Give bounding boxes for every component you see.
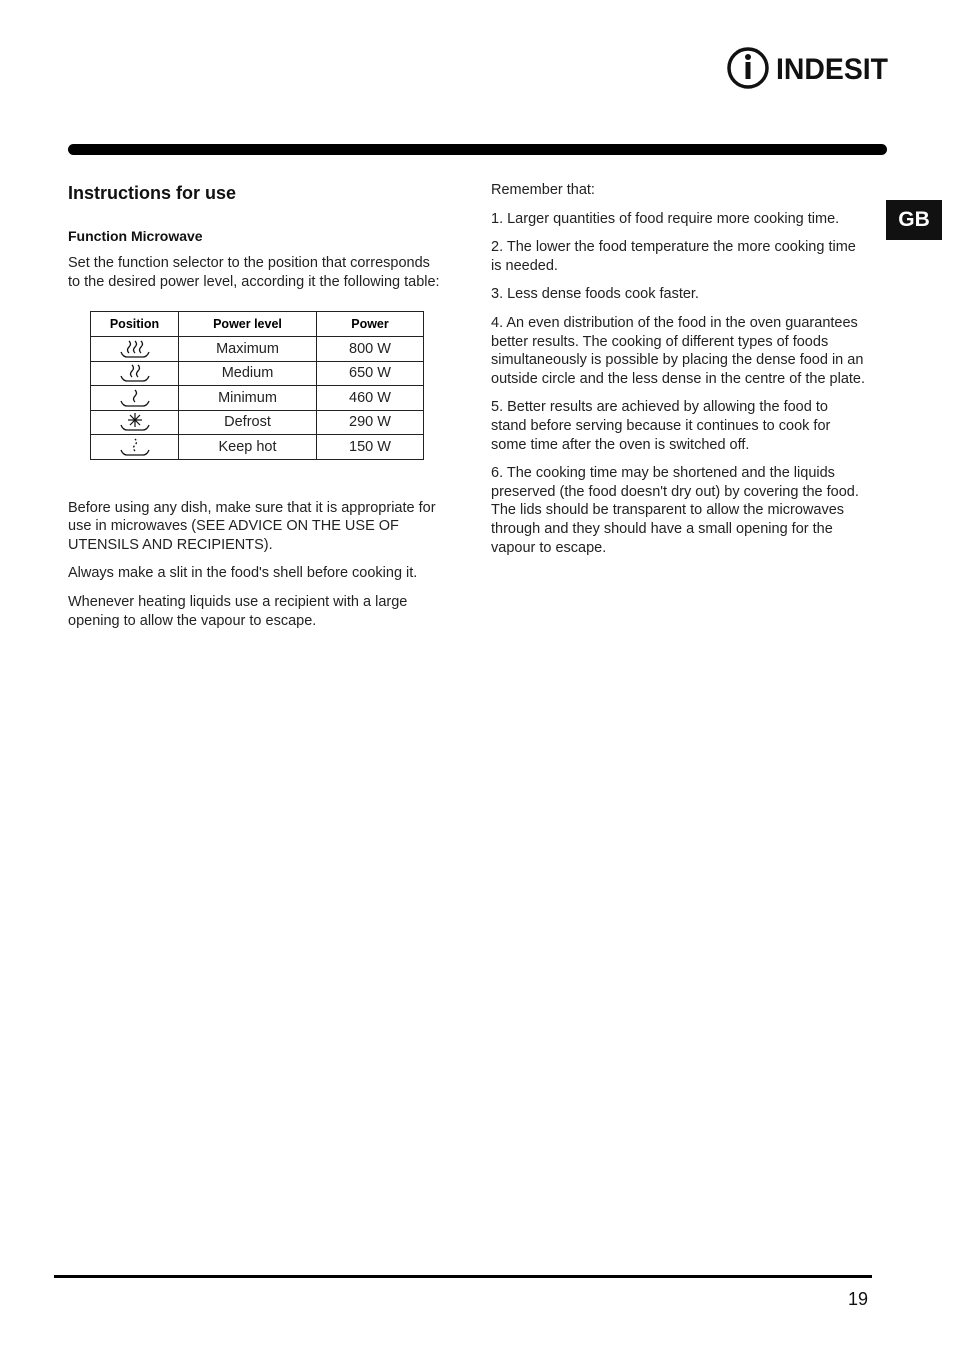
- language-tab: GB: [886, 200, 942, 240]
- list-item: 5. Better results are achieved by allowing the food to stand before serving because it continues to cook for some time after the oven is switched off.: [491, 399, 831, 453]
- minimum-power-icon: [118, 388, 152, 408]
- power-level-cell: Medium: [179, 361, 317, 386]
- table-row: [91, 410, 424, 435]
- position-cell: [91, 386, 179, 411]
- power-cell: 290 W: [317, 410, 424, 435]
- list-item: 4. An even distribution of the food in the oven guarantees better results. The cooking of different types of foods simultaneously is possible by placing the dense food in an outside circle and the less dense in the centre of the plate.: [491, 314, 866, 387]
- table-row: [91, 386, 424, 411]
- position-cell: [91, 410, 179, 435]
- table-header-row: [91, 312, 424, 337]
- column-header-power: Power: [317, 312, 424, 337]
- section-title: Instructions for use: [68, 183, 237, 203]
- right-column: [491, 181, 866, 557]
- remember-heading: Remember that:: [491, 182, 595, 198]
- power-cell: 460 W: [317, 386, 424, 411]
- medium-power-icon: [118, 363, 152, 383]
- indesit-logo: [726, 44, 890, 92]
- power-cell: 650 W: [317, 361, 424, 386]
- power-level-cell: Keep hot: [179, 435, 317, 460]
- column-header-position: Position: [91, 312, 179, 337]
- list-item: 6. The cooking time may be shortened and the liquids preserved (the food doesn't dry out) by covering the food. The lids should be transparent to allow the microwaves through and they should have a small opening for the vapour to escape.: [491, 465, 859, 556]
- maximum-power-icon: [118, 339, 152, 359]
- defrost-icon: [118, 412, 152, 432]
- footer-rule: [54, 1275, 872, 1278]
- power-cell: 150 W: [317, 435, 424, 460]
- power-level-cell: Minimum: [179, 386, 317, 411]
- keep-hot-icon: [118, 437, 152, 457]
- left-column: [68, 180, 443, 630]
- svg-text:INDESIT: INDESIT: [776, 53, 888, 86]
- table-row: [91, 361, 424, 386]
- list-item: 1. Larger quantities of food require more cooking time.: [491, 210, 840, 227]
- paragraph-dish-advice: Before using any dish, make sure that it is appropriate for use in microwaves (SEE ADVICE ON THE USE OF UTENSILS AND RECIPIENTS).: [68, 499, 436, 553]
- table-row: [91, 337, 424, 362]
- table-row: [91, 435, 424, 460]
- power-cell: 800 W: [317, 337, 424, 362]
- page-number: 19: [847, 1289, 868, 1309]
- column-header-power-level: Power level: [179, 312, 317, 337]
- paragraph-slit-shell: Always make a slit in the food's shell before cooking it.: [68, 565, 418, 582]
- intro-paragraph: Set the function selector to the position that corresponds to the desired power level, according it the following table:: [68, 255, 440, 290]
- list-item: 3. Less dense foods cook faster.: [491, 286, 699, 303]
- header-rule: [68, 144, 887, 155]
- power-level-cell: Maximum: [179, 337, 317, 362]
- list-item: 2. The lower the food temperature the more cooking time is needed.: [491, 239, 856, 274]
- position-cell: [91, 361, 179, 386]
- power-table: [90, 311, 424, 460]
- paragraph-heating-liquids: Whenever heating liquids use a recipient with a large opening to allow the vapour to escape.: [68, 594, 408, 629]
- position-cell: [91, 337, 179, 362]
- position-cell: [91, 435, 179, 460]
- subsection-title: Function Microwave: [68, 228, 203, 244]
- power-level-cell: Defrost: [179, 410, 317, 435]
